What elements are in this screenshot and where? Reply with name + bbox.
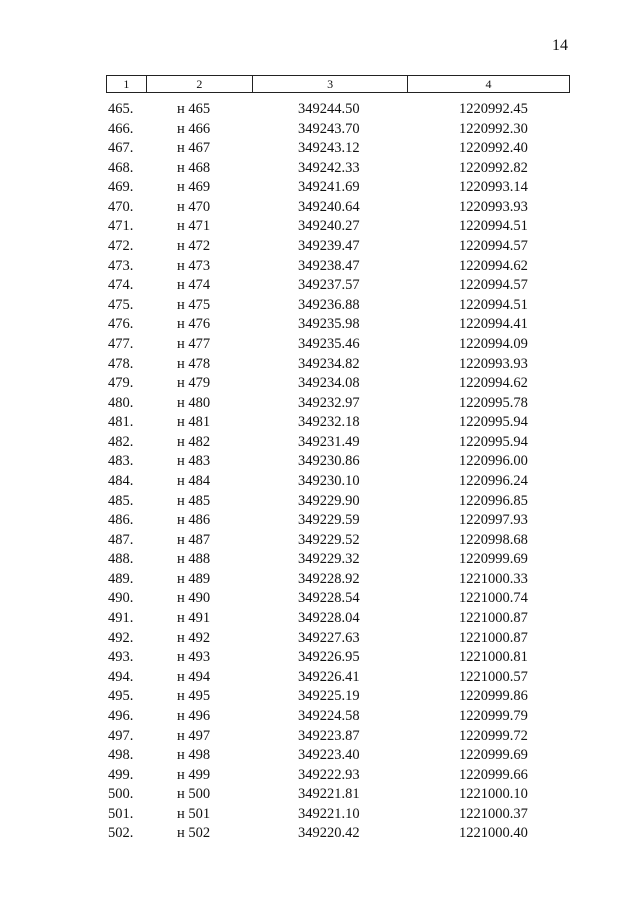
y-coordinate: 1221000.57 [459, 668, 528, 685]
x-coordinate: 349235.98 [298, 316, 360, 333]
point-label: н 494 [177, 668, 211, 685]
table-row [0, 452, 639, 472]
y-coordinate: 1221000.74 [459, 590, 528, 607]
x-coordinate: 349229.52 [298, 531, 360, 548]
row-number: 501. [108, 805, 134, 822]
point-label: н 483 [177, 453, 211, 470]
table-row [0, 472, 639, 492]
row-number: 465. [108, 101, 134, 117]
table-row [0, 668, 639, 688]
point-label: н 499 [177, 766, 211, 783]
table-row [0, 433, 639, 453]
point-label: н 479 [177, 375, 211, 392]
table-row [0, 492, 639, 512]
point-label: н 468 [177, 159, 211, 176]
point-label: н 496 [177, 707, 211, 724]
y-coordinate: 1220999.86 [459, 688, 528, 705]
y-coordinate: 1220992.30 [459, 120, 528, 137]
y-coordinate: 1220995.78 [459, 394, 528, 411]
y-coordinate: 1220992.40 [459, 140, 528, 157]
y-coordinate: 1220994.41 [459, 316, 528, 333]
row-number: 485. [108, 492, 134, 509]
row-number: 493. [108, 649, 134, 666]
table-row [0, 531, 639, 551]
row-number: 480. [108, 394, 134, 411]
column-header-1: 1 [107, 76, 147, 93]
row-number: 471. [108, 218, 134, 235]
x-coordinate: 349235.46 [298, 335, 360, 352]
column-header-row [106, 75, 570, 93]
x-coordinate: 349228.54 [298, 590, 360, 607]
x-coordinate: 349229.59 [298, 512, 360, 529]
y-coordinate: 1220994.57 [459, 238, 528, 255]
x-coordinate: 349223.87 [298, 727, 360, 744]
table-row [0, 335, 639, 355]
x-coordinate: 349230.86 [298, 453, 360, 470]
y-coordinate: 1220996.24 [459, 472, 528, 489]
point-label: н 482 [177, 433, 211, 450]
row-number: 476. [108, 316, 134, 333]
x-coordinate: 349225.19 [298, 688, 360, 705]
y-coordinate: 1220995.94 [459, 433, 528, 450]
point-label: н 489 [177, 570, 211, 587]
point-label: н 474 [177, 277, 211, 294]
table-row [0, 824, 639, 844]
x-coordinate: 349244.50 [298, 101, 360, 117]
y-coordinate: 1220994.51 [459, 296, 528, 313]
row-number: 491. [108, 610, 134, 627]
row-number: 466. [108, 120, 134, 137]
x-coordinate: 349236.88 [298, 296, 360, 313]
row-number: 481. [108, 414, 134, 431]
row-number: 484. [108, 472, 134, 489]
x-coordinate: 349240.64 [298, 198, 360, 215]
table-row [0, 217, 639, 237]
table-row [0, 374, 639, 394]
point-label: н 498 [177, 747, 211, 764]
x-coordinate: 349237.57 [298, 277, 360, 294]
x-coordinate: 349228.92 [298, 570, 360, 587]
row-number: 487. [108, 531, 134, 548]
y-coordinate: 1220999.69 [459, 747, 528, 764]
table-row [0, 100, 639, 120]
column-header-3: 3 [253, 76, 408, 93]
y-coordinate: 1220994.62 [459, 375, 528, 392]
y-coordinate: 1220998.68 [459, 531, 528, 548]
point-label: н 476 [177, 316, 211, 333]
x-coordinate: 349229.32 [298, 551, 360, 568]
x-coordinate: 349221.10 [298, 805, 360, 822]
row-number: 500. [108, 786, 134, 803]
x-coordinate: 349241.69 [298, 179, 360, 196]
row-number: 496. [108, 707, 134, 724]
y-coordinate: 1220996.00 [459, 453, 528, 470]
row-number: 469. [108, 179, 134, 196]
y-coordinate: 1221000.40 [459, 825, 528, 842]
x-coordinate: 349231.49 [298, 433, 360, 450]
x-coordinate: 349221.81 [298, 786, 360, 803]
x-coordinate: 349243.70 [298, 120, 360, 137]
x-coordinate: 349234.82 [298, 355, 360, 372]
x-coordinate: 349242.33 [298, 159, 360, 176]
table-row [0, 550, 639, 570]
point-label: н 471 [177, 218, 211, 235]
row-number: 479. [108, 375, 134, 392]
y-coordinate: 1220993.93 [459, 355, 528, 372]
table-row [0, 648, 639, 668]
y-coordinate: 1220997.93 [459, 512, 528, 529]
point-label: н 480 [177, 394, 211, 411]
table-row [0, 296, 639, 316]
y-coordinate: 1220992.82 [459, 159, 528, 176]
row-number: 488. [108, 551, 134, 568]
table-row [0, 394, 639, 414]
y-coordinate: 1221000.87 [459, 610, 528, 627]
table-row [0, 727, 639, 747]
point-label: н 475 [177, 296, 211, 313]
table-row [0, 570, 639, 590]
point-label: н 490 [177, 590, 211, 607]
row-number: 474. [108, 277, 134, 294]
point-label: н 478 [177, 355, 211, 372]
point-label: н 487 [177, 531, 211, 548]
y-coordinate: 1220999.72 [459, 727, 528, 744]
coordinate-table-body [0, 100, 639, 844]
table-row [0, 139, 639, 159]
x-coordinate: 349232.97 [298, 394, 360, 411]
x-coordinate: 349240.27 [298, 218, 360, 235]
table-row [0, 746, 639, 766]
y-coordinate: 1220993.93 [459, 198, 528, 215]
table-row [0, 589, 639, 609]
y-coordinate: 1220996.85 [459, 492, 528, 509]
y-coordinate: 1220993.14 [459, 179, 528, 196]
y-coordinate: 1220994.51 [459, 218, 528, 235]
y-coordinate: 1220999.79 [459, 707, 528, 724]
table-row [0, 237, 639, 257]
y-coordinate: 1220994.62 [459, 257, 528, 274]
point-label: н 473 [177, 257, 211, 274]
x-coordinate: 349223.40 [298, 747, 360, 764]
table-row [0, 785, 639, 805]
point-label: н 497 [177, 727, 211, 744]
table-row [0, 707, 639, 727]
point-label: н 488 [177, 551, 211, 568]
x-coordinate: 349239.47 [298, 238, 360, 255]
y-coordinate: 1220999.66 [459, 766, 528, 783]
table-row [0, 159, 639, 179]
table-row [0, 315, 639, 335]
row-number: 497. [108, 727, 134, 744]
table-row [0, 198, 639, 218]
y-coordinate: 1220995.94 [459, 414, 528, 431]
point-label: н 465 [177, 101, 211, 117]
row-number: 475. [108, 296, 134, 313]
point-label: н 469 [177, 179, 211, 196]
point-label: н 501 [177, 805, 211, 822]
x-coordinate: 349229.90 [298, 492, 360, 509]
row-number: 494. [108, 668, 134, 685]
point-label: н 485 [177, 492, 211, 509]
x-coordinate: 349230.10 [298, 472, 360, 489]
row-number: 499. [108, 766, 134, 783]
point-label: н 492 [177, 629, 211, 646]
column-header-4: 4 [408, 76, 570, 93]
point-label: н 467 [177, 140, 211, 157]
row-number: 482. [108, 433, 134, 450]
x-coordinate: 349243.12 [298, 140, 360, 157]
row-number: 467. [108, 140, 134, 157]
point-label: н 486 [177, 512, 211, 529]
table-row [0, 687, 639, 707]
page-number: 14 [552, 37, 568, 54]
table-row [0, 629, 639, 649]
table-row [0, 511, 639, 531]
table-row [0, 413, 639, 433]
table-row [0, 609, 639, 629]
y-coordinate: 1221000.33 [459, 570, 528, 587]
table-row [0, 805, 639, 825]
table-row [0, 178, 639, 198]
y-coordinate: 1221000.81 [459, 649, 528, 666]
row-number: 486. [108, 512, 134, 529]
x-coordinate: 349228.04 [298, 610, 360, 627]
point-label: н 477 [177, 335, 211, 352]
point-label: н 491 [177, 610, 211, 627]
column-header-2: 2 [146, 76, 252, 93]
point-label: н 472 [177, 238, 211, 255]
point-label: н 466 [177, 120, 211, 137]
row-number: 472. [108, 238, 134, 255]
y-coordinate: 1220994.09 [459, 335, 528, 352]
row-number: 483. [108, 453, 134, 470]
point-label: н 502 [177, 825, 211, 842]
y-coordinate: 1221000.87 [459, 629, 528, 646]
row-number: 470. [108, 198, 134, 215]
point-label: н 481 [177, 414, 211, 431]
y-coordinate: 1221000.37 [459, 805, 528, 822]
row-number: 502. [108, 825, 134, 842]
row-number: 489. [108, 570, 134, 587]
y-coordinate: 1220992.45 [459, 101, 528, 117]
x-coordinate: 349222.93 [298, 766, 360, 783]
row-number: 495. [108, 688, 134, 705]
row-number: 478. [108, 355, 134, 372]
x-coordinate: 349238.47 [298, 257, 360, 274]
x-coordinate: 349234.08 [298, 375, 360, 392]
row-number: 492. [108, 629, 134, 646]
row-number: 498. [108, 747, 134, 764]
point-label: н 484 [177, 472, 211, 489]
point-label: н 493 [177, 649, 211, 666]
y-coordinate: 1220999.69 [459, 551, 528, 568]
table-row [0, 766, 639, 786]
x-coordinate: 349226.95 [298, 649, 360, 666]
x-coordinate: 349232.18 [298, 414, 360, 431]
table-row [0, 257, 639, 277]
y-coordinate: 1220994.57 [459, 277, 528, 294]
table-row [0, 355, 639, 375]
point-label: н 495 [177, 688, 211, 705]
x-coordinate: 349220.42 [298, 825, 360, 842]
point-label: н 500 [177, 786, 211, 803]
table-row [0, 276, 639, 296]
point-label: н 470 [177, 198, 211, 215]
row-number: 473. [108, 257, 134, 274]
x-coordinate: 349224.58 [298, 707, 360, 724]
row-number: 468. [108, 159, 134, 176]
row-number: 477. [108, 335, 134, 352]
x-coordinate: 349227.63 [298, 629, 360, 646]
table-row [0, 120, 639, 140]
y-coordinate: 1221000.10 [459, 786, 528, 803]
row-number: 490. [108, 590, 134, 607]
x-coordinate: 349226.41 [298, 668, 360, 685]
